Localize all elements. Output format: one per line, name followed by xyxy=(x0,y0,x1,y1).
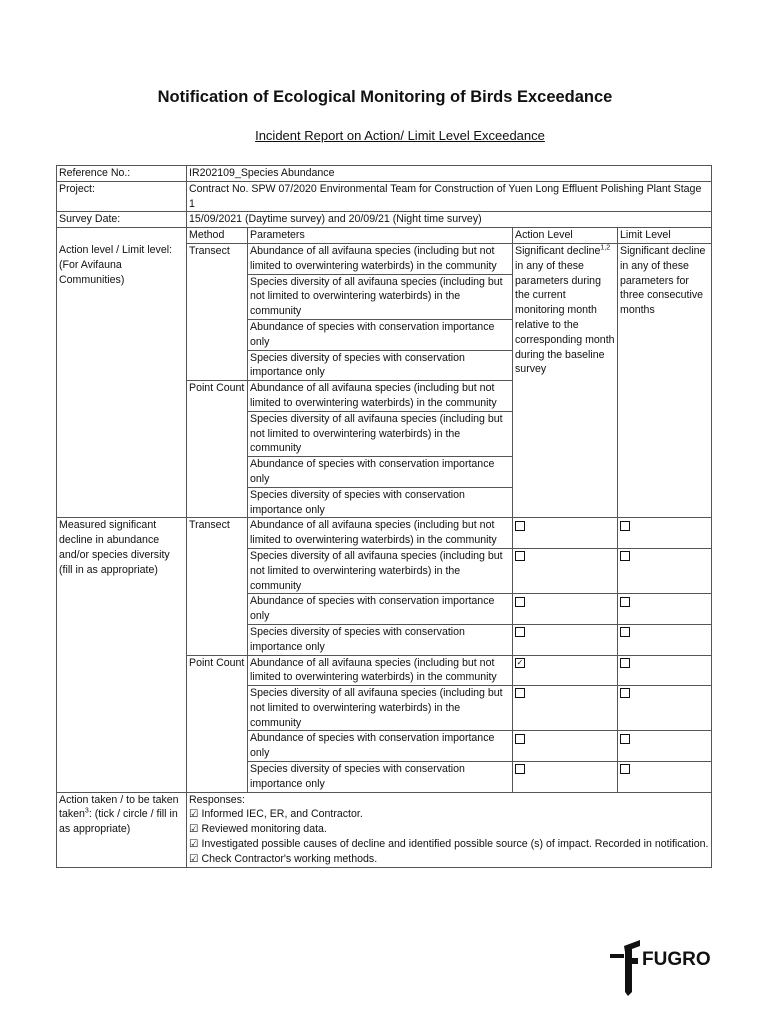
limit-checkbox[interactable] xyxy=(620,734,630,744)
action-checkbox[interactable] xyxy=(515,551,525,561)
response-item: ☑ Check Contractor's working methods. xyxy=(189,852,378,865)
action-checkbox-checked[interactable]: ✓ xyxy=(516,657,524,667)
param-cell: Abundance of all avifauna species (including but not limited to overwintering waterbirds) in the community xyxy=(248,381,513,412)
response-item: ☑ Reviewed monitoring data. xyxy=(189,823,327,836)
action-taken-label: Action taken / to be taken taken$^3$: (tick / circle / fill in as appropriate) xyxy=(57,792,187,867)
limit-checkbox[interactable] xyxy=(620,597,630,607)
action-checkbox[interactable] xyxy=(515,734,525,744)
param-cell: Species diversity of all avifauna species (including but not limited to overwintering waterbirds) in the community xyxy=(248,548,513,593)
param-cell: Abundance of all avifauna species (including but not limited to overwintering waterbirds) in the community xyxy=(248,518,513,549)
response-item: ☑ Investigated possible causes of decline and identified possible source (s) of impact. Recorded in notification. xyxy=(189,838,709,851)
action-checkbox[interactable] xyxy=(515,521,525,531)
action-limit-label: Action level / Limit level: (For Avifauna Communities) xyxy=(57,243,187,517)
action-checkbox[interactable] xyxy=(515,688,525,698)
action-checkbox[interactable] xyxy=(515,597,525,607)
limit-level-criteria: Significant decline in any of these parameters for three consecutive months xyxy=(618,243,712,517)
exceedance-table xyxy=(56,165,712,868)
param-cell: Species diversity of species with conservation importance only xyxy=(248,624,513,655)
header-limit-level: Limit Level xyxy=(618,228,712,244)
header-row xyxy=(57,228,712,244)
param-cell: Species diversity of species with conservation importance only xyxy=(248,762,513,793)
limit-checkbox[interactable] xyxy=(620,764,630,774)
param-cell: Abundance of species with conservation importance only xyxy=(248,319,513,350)
responses-label: Responses: xyxy=(189,793,245,806)
survey-row xyxy=(57,212,712,228)
header-method: Method xyxy=(187,228,248,244)
param-cell: Species diversity of species with conservation importance only xyxy=(248,487,513,518)
measured-decline-label: Measured significant decline in abundance and/or species diversity (fill in as appropriate) xyxy=(57,518,187,792)
limit-checkbox[interactable] xyxy=(620,688,630,698)
limit-checkbox[interactable] xyxy=(620,658,630,668)
param-cell: Abundance of species with conservation importance only xyxy=(248,457,513,488)
header-action-level: Action Level xyxy=(513,228,618,244)
method-point-count: Point Count xyxy=(187,655,248,792)
param-cell: Abundance of all avifauna species (including but not limited to overwintering waterbirds) in the community xyxy=(248,243,513,274)
action-checkbox[interactable] xyxy=(515,764,525,774)
method-point-count: Point Count xyxy=(187,381,248,518)
limit-checkbox[interactable] xyxy=(620,521,630,531)
param-cell: Abundance of all avifauna species (including but not limited to overwintering waterbirds) in the community xyxy=(248,655,513,686)
method-transect: Transect xyxy=(187,243,248,380)
reference-row xyxy=(57,166,712,182)
survey-value: 15/09/2021 (Daytime survey) and 20/09/21 (Night time survey) xyxy=(187,212,712,228)
project-value: Contract No. SPW 07/2020 Environmental Team for Construction of Yuen Long Effluent Polishing Plant Stage 1 xyxy=(187,181,712,212)
reference-label: Reference No.: xyxy=(57,166,187,182)
page-title: Notification of Ecological Monitoring of Birds Exceedance xyxy=(157,88,613,106)
param-cell: Species diversity of all avifauna species (including but not limited to overwintering waterbirds) in the community xyxy=(248,686,513,731)
action-checkbox[interactable] xyxy=(515,627,525,637)
logo-text: FUGRO xyxy=(642,949,711,970)
reference-value: IR202109_Species Abundance xyxy=(187,166,712,182)
header-parameters: Parameters xyxy=(248,228,513,244)
project-label: Project: xyxy=(57,181,187,212)
responses-cell xyxy=(187,792,712,867)
param-cell: Abundance of species with conservation importance only xyxy=(248,594,513,625)
limit-checkbox[interactable] xyxy=(620,627,630,637)
project-row xyxy=(57,181,712,212)
page-subtitle: Incident Report on Action/ Limit Level Exceedance xyxy=(255,128,545,143)
param-cell: Abundance of species with conservation importance only xyxy=(248,731,513,762)
survey-label: Survey Date: xyxy=(57,212,187,228)
action-level-criteria: Significant decline$^{1,2}$ in any of these parameters during the current monitoring month relative to the corresponding month during the baseline survey xyxy=(513,243,618,517)
response-item: ☑ Informed IEC, ER, and Contractor. xyxy=(189,808,363,821)
param-cell: Species diversity of all avifauna species (including but not limited to overwintering waterbirds) in the community xyxy=(248,411,513,456)
method-transect: Transect xyxy=(187,518,248,655)
param-cell: Species diversity of species with conservation importance only xyxy=(248,350,513,381)
limit-checkbox[interactable] xyxy=(620,551,630,561)
fugro-logo xyxy=(610,938,735,998)
param-cell: Species diversity of all avifauna species (including but not limited to overwintering waterbirds) in the community xyxy=(248,274,513,319)
